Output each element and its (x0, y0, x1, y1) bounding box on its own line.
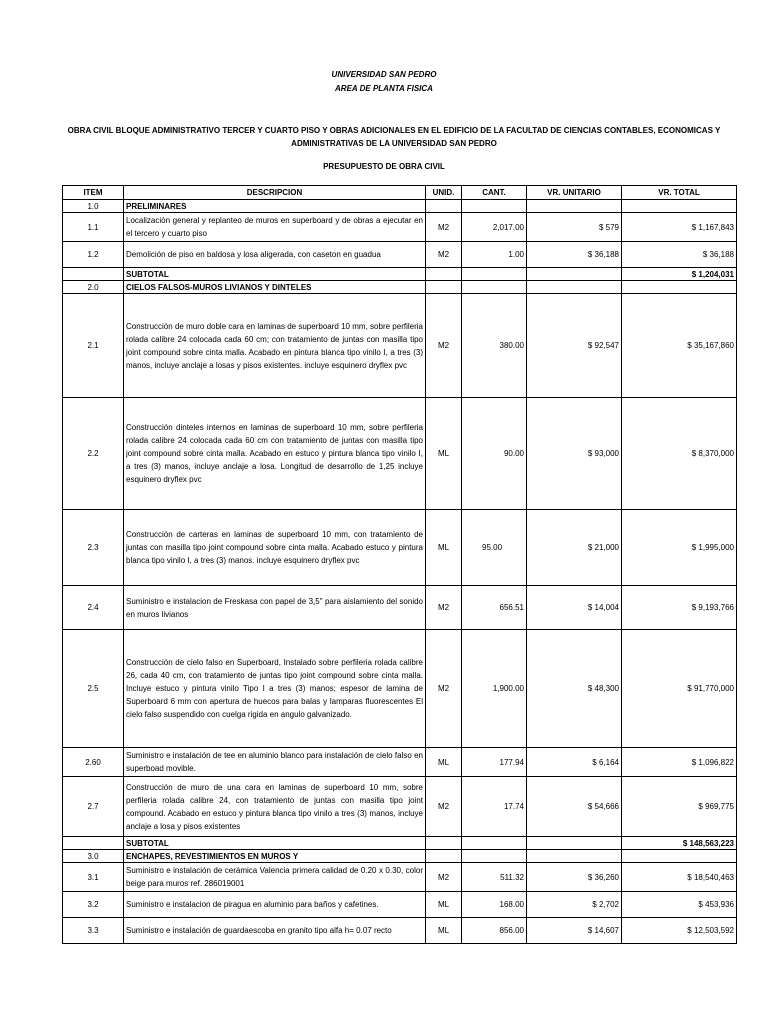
col-header-unit: UNID. (426, 186, 462, 200)
cell-total (622, 850, 737, 863)
cell-unit: M2 (426, 586, 462, 630)
budget-title: PRESUPUESTO DE OBRA CIVIL (323, 162, 445, 171)
table-row (63, 281, 737, 294)
cell-unit-price: $ 2,702 (527, 892, 622, 918)
table-row (63, 892, 737, 918)
cell-quantity: 2,017.00 (462, 213, 527, 242)
cell-unit-price: $ 36,260 (527, 863, 622, 892)
cell-description: Construcción de muro doble cara en laminas de superboard 10 mm, sobre perfileria rolada calibre 24 colocada cada 60 cm; con tratamiento de juntas con masilla tipo joint compound sobre cinta malla. Acabado en pintura blanca tipo vinilo I, a tres (3) manos, incluye anclaje a losas y pisos existentes. incluye esquinero dryflex pvc (124, 294, 426, 398)
cell-quantity: 1,900.00 (462, 630, 527, 748)
cell-item: 2.2 (63, 398, 124, 510)
cell-unit: ML (426, 510, 462, 586)
cell-unit-price: $ 54,666 (527, 777, 622, 837)
cell-unit (426, 281, 462, 294)
cell-description: Suministro e instalación de cerámica Valencia primera calidad de 0.20 x 0.30, color beige para muros ref. 286019001 (124, 863, 426, 892)
cell-description: Suministro e instalación de tee en aluminio blanco para instalación de cielo falso en superboad movible. (124, 748, 426, 777)
cell-quantity: 90.00 (462, 398, 527, 510)
cell-unit-price: $ 93,000 (527, 398, 622, 510)
cell-unit-price: $ 21,000 (527, 510, 622, 586)
cell-unit-price: $ 48,300 (527, 630, 622, 748)
cell-item: 3.0 (63, 850, 124, 863)
cell-description: PRELIMINARES (124, 200, 426, 213)
cell-unit-price: $ 14,004 (527, 586, 622, 630)
budget-table (62, 185, 737, 944)
cell-unit: ML (426, 918, 462, 944)
cell-description: SUBTOTAL (124, 268, 426, 281)
cell-item: 1.1 (63, 213, 124, 242)
cell-description: Localización general y replanteo de muros en superboard y de obras a ejecutar en el tercero y cuarto piso (124, 213, 426, 242)
cell-unit: M2 (426, 213, 462, 242)
col-header-quantity: CANT. (462, 186, 527, 200)
cell-total: $ 969,775 (622, 777, 737, 837)
cell-item: 2.3 (63, 510, 124, 586)
cell-total: $ 1,096,822 (622, 748, 737, 777)
table-row (63, 586, 737, 630)
cell-unit: M2 (426, 863, 462, 892)
table-row (63, 850, 737, 863)
cell-total: $ 36,188 (622, 242, 737, 268)
cell-unit (426, 200, 462, 213)
cell-item: 2.4 (63, 586, 124, 630)
table-row (63, 213, 737, 242)
cell-unit-price: $ 92,547 (527, 294, 622, 398)
cell-quantity: 177.94 (462, 748, 527, 777)
cell-quantity: 17.74 (462, 777, 527, 837)
cell-quantity (462, 200, 527, 213)
cell-item: 1.2 (63, 242, 124, 268)
table-row (63, 863, 737, 892)
cell-unit: M2 (426, 242, 462, 268)
cell-item: 3.1 (63, 863, 124, 892)
cell-item (63, 268, 124, 281)
cell-item: 3.2 (63, 892, 124, 918)
project-title: OBRA CIVIL BLOQUE ADMINISTRATIVO TERCER Y CUARTO PISO Y OBRAS ADICIONALES EN EL EDIFICIO DE LA FACULTAD DE CIENCIAS CONTABLES, ECONOMICAS Y ADMINISTRATIVAS DE LA UNIVERSIDAD SAN PEDRO (67, 126, 721, 148)
cell-quantity: 168.00 (462, 892, 527, 918)
cell-item: 2.1 (63, 294, 124, 398)
cell-quantity (462, 268, 527, 281)
col-header-total: VR. TOTAL (622, 186, 737, 200)
table-header-row (63, 186, 737, 200)
table-row (63, 294, 737, 398)
table-row (63, 748, 737, 777)
cell-description: Suministro e instalacion de Freskasa con papel de 3,5" para aislamiento del sonido en muros livianos (124, 586, 426, 630)
cell-description: Construcción dinteles internos en laminas de superboard 10 mm, sobre perfileria rolada calibre 24 colocada cada 60 cm con tratamiento de juntas con masilla tipo joint compound sobre cinta malla. Acabado en estuco y pintura blanca tipo vinilo I, a tres (3) manos, incluye anclaje a losa. Longitud de desarrollo de 1,25 incluye esquinero dryflex pvc (124, 398, 426, 510)
org-line-1: UNIVERSIDAD SAN PEDRO (331, 70, 437, 79)
cell-total: $ 1,204,031 (622, 268, 737, 281)
cell-quantity (462, 850, 527, 863)
cell-unit (426, 850, 462, 863)
cell-description: Construcción de muro de una cara en laminas de superboard 10 mm, sobre perfileria rolada calibre 24, con tratamiento de juntas con masilla tipo joint compound. Acabado en estuco y pintura blanca tipo vinilo a tres (3) manos, incluye anclaje a losa y pisos existentes (124, 777, 426, 837)
col-header-description: DESCRIPCION (124, 186, 426, 200)
cell-total: $ 1,995,000 (622, 510, 737, 586)
cell-total: $ 12,503,592 (622, 918, 737, 944)
cell-quantity: 856.00 (462, 918, 527, 944)
cell-item: 1.0 (63, 200, 124, 213)
cell-total: $ 9,193,766 (622, 586, 737, 630)
cell-total: $ 35,167,860 (622, 294, 737, 398)
subtotal-row (63, 268, 737, 281)
cell-unit-price: $ 36,188 (527, 242, 622, 268)
cell-unit-price (527, 850, 622, 863)
cell-total: $ 18,540,463 (622, 863, 737, 892)
cell-quantity: 380.00 (462, 294, 527, 398)
org-line-2: AREA DE PLANTA FISICA (335, 84, 433, 93)
cell-unit-price (527, 837, 622, 850)
cell-quantity (462, 837, 527, 850)
col-header-unit-price: VR. UNITARIO (527, 186, 622, 200)
table-row (63, 630, 737, 748)
cell-total: $ 148,563,223 (622, 837, 737, 850)
table-row (63, 918, 737, 944)
cell-description: SUBTOTAL (124, 837, 426, 850)
cell-description: Suministro e instalacion de piragua en aluminio para baños y cafetines. (124, 892, 426, 918)
cell-item (63, 837, 124, 850)
cell-description: CIELOS FALSOS-MUROS LIVIANOS Y DINTELES (124, 281, 426, 294)
cell-quantity: 511.32 (462, 863, 527, 892)
cell-description: Suministro e instalación de guardaescoba en granito tipo alfa h= 0.07 recto (124, 918, 426, 944)
cell-item: 3.3 (63, 918, 124, 944)
cell-quantity: 656.51 (462, 586, 527, 630)
cell-description: ENCHAPES, REVESTIMIENTOS EN MUROS Y (124, 850, 426, 863)
table-row (63, 777, 737, 837)
cell-item: 2.5 (63, 630, 124, 748)
cell-description: Construcción de cielo falso en Superboard, Instalado sobre perfileria rolada calibre 26, cada 40 cm, con tratamiento de juntas tipo joint compound sobre cinta malla. Incluye estuco y pintura vinilo Tipo I a tres (3) manos; espesor de lamina de Superboard 6 mm con apertura de huecos para balas y lamparas fluorescentes El cielo falso suspendido con cuelga rigida en angulo galvanizado. (124, 630, 426, 748)
cell-quantity: 1.00 (462, 242, 527, 268)
cell-unit: ML (426, 892, 462, 918)
cell-unit-price: $ 579 (527, 213, 622, 242)
cell-unit (426, 268, 462, 281)
cell-item: 2.7 (63, 777, 124, 837)
cell-unit: M2 (426, 294, 462, 398)
cell-quantity (462, 281, 527, 294)
cell-unit: ML (426, 398, 462, 510)
cell-unit-price (527, 200, 622, 213)
cell-unit: M2 (426, 777, 462, 837)
cell-item: 2.0 (63, 281, 124, 294)
cell-unit: ML (426, 748, 462, 777)
cell-total: $ 453,936 (622, 892, 737, 918)
cell-unit (426, 837, 462, 850)
cell-total: $ 1,167,843 (622, 213, 737, 242)
cell-total: $ 91,770,000 (622, 630, 737, 748)
cell-description: Construcción de carteras en laminas de superboard 10 mm, con tratamiento de juntas con masilla tipo joint compound sobre cinta malla. Acabado estuco y pintura blanca tipo vinilo I, a tres (3) manos. incluye esquinero dryflex pvc (124, 510, 426, 586)
cell-unit-price: $ 14,607 (527, 918, 622, 944)
table-row (63, 398, 737, 510)
table-row (63, 510, 737, 586)
col-header-item: ITEM (63, 186, 124, 200)
cell-total (622, 281, 737, 294)
cell-total (622, 200, 737, 213)
cell-description: Demolición de piso en baldosa y losa aligerada, con caseton en guadua (124, 242, 426, 268)
cell-unit-price (527, 268, 622, 281)
table-row (63, 200, 737, 213)
cell-total: $ 8,370,000 (622, 398, 737, 510)
cell-unit-price: $ 6,164 (527, 748, 622, 777)
subtotal-row (63, 837, 737, 850)
table-row (63, 242, 737, 268)
cell-quantity: 95.00 (462, 510, 527, 586)
cell-unit: M2 (426, 630, 462, 748)
cell-unit-price (527, 281, 622, 294)
cell-item: 2.60 (63, 748, 124, 777)
